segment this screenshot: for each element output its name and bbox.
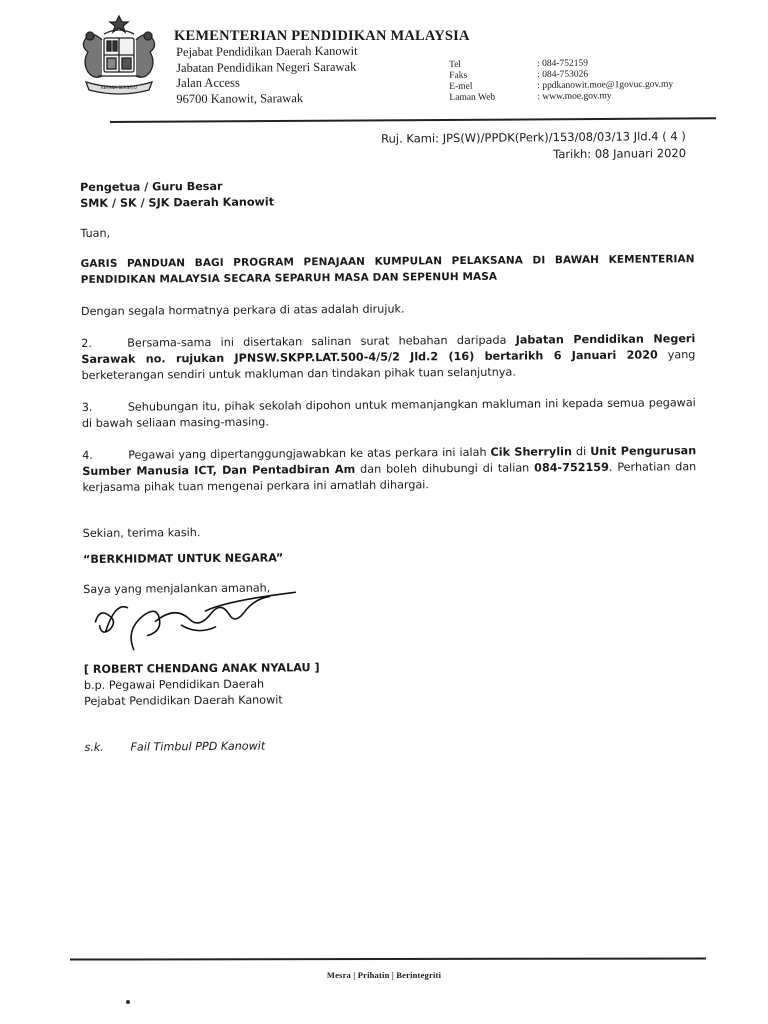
scan-speck — [126, 1000, 130, 1004]
phone-number: 084-752159 — [534, 460, 609, 475]
contact-block — [449, 58, 673, 104]
intro-paragraph: Dengan segala hormatnya perkara di atas adalah dirujuk. — [80, 302, 405, 318]
contact-value: : www.moe.gov.my — [537, 91, 612, 103]
recipient-school: SMK / SK / SJK Daerah Kanowit — [80, 195, 275, 210]
reference-block — [381, 128, 686, 165]
contact-label: E-mel — [449, 81, 473, 92]
signatory-position: b.p. Pegawai Pendidikan Daerah — [83, 677, 265, 692]
copy-to-value: Fail Timbul PPD Kanowit — [130, 739, 266, 754]
paragraph-text: di — [571, 445, 591, 459]
unit-name: Unit Pengurusan Sumber Manusia ICT, Dan Pentadbiran Am — [82, 444, 697, 478]
contact-label: Tel — [449, 59, 462, 70]
salutation: Tuan, — [80, 226, 111, 240]
paragraph-number: 2. — [81, 336, 93, 350]
paragraph-text: Sehubungan itu, pihak sekolah dipohon untuk memanjangkan makluman ini kepada semua pegawai di bawah seliaan masing-masing. — [81, 396, 696, 430]
ministry-title: KEMENTERIAN PENDIDIKAN MALAYSIA — [174, 28, 470, 44]
paragraph-text: Bersama-sama ini disertakan salinan surat hebahan daripada — [127, 333, 516, 350]
crest-motto: KERANA BERSATU — [101, 85, 137, 90]
paragraph-text: Pegawai yang dipertanggungjawabkan ke atas perkara ini ialah — [128, 445, 491, 462]
officer-name: Cik Sherrylin — [490, 445, 572, 459]
subject-heading: GARIS PANDUAN BAGI PROGRAM PENAJAAN KUMPULAN PELAKSANA DI BAWAH KEMENTERIAN PENDIDIKAN MALAYSIA SECARA SEPARUH MASA DAN SEPENUH MASA — [80, 253, 695, 286]
address-line: Pejabat Pendidikan Daerah Kanowit — [176, 43, 358, 59]
letter-date: Tarikh: 08 Januari 2020 — [553, 145, 687, 162]
contact-label: Faks — [449, 70, 468, 81]
contact-value: : 084-753026 — [537, 69, 589, 81]
closing-line: Sekian, terima kasih. — [82, 526, 201, 540]
contact-value: : ppdkanowit.moe@1govuc.gov.my — [537, 79, 674, 92]
copy-to-label: s.k. — [84, 740, 104, 754]
paragraph-2 — [81, 331, 695, 384]
letter-body — [80, 175, 699, 756]
paragraph-4 — [82, 443, 696, 496]
letterhead-divider — [110, 117, 716, 123]
paragraph-number: 3. — [81, 400, 93, 414]
address-line: 96700 Kanowit, Sarawak — [176, 90, 304, 106]
paragraph-bold-text: Jabatan Pendidikan Negeri Sarawak no. rujukan JPNSW.SKPP.LAT.500-4/5/2 Jld.2 (16) bertarikh 6 Januari 2020 — [81, 332, 696, 366]
office-address — [176, 44, 358, 107]
paragraph-number: 4. — [82, 448, 93, 462]
paragraph-text: dan boleh dihubungi di talian — [355, 461, 535, 476]
reference-number: Ruj. Kami: JPS(W)/PPDK(Perk)/153/08/03/13 Jld.4 ( 4 ) — [381, 128, 687, 146]
footer-values: Mesra | Prihatin | Berintegriti — [326, 970, 442, 980]
footer-divider — [70, 957, 706, 960]
amanah-line: Saya yang menjalankan amanah, — [83, 581, 271, 596]
recipient-title: Pengetua / Guru Besar — [80, 179, 223, 194]
address-line: Jabatan Pendidikan Negeri Sarawak — [176, 59, 357, 75]
motto: “BERKHIDMAT UNTUK NEGARA” — [82, 551, 284, 566]
signatory-name: [ ROBERT CHENDANG ANAK NYALAU ] — [83, 661, 320, 676]
paragraph-text: yang berketerangan sendiri untuk makluman dan tindakan pihak tuan selanjutnya. — [81, 348, 696, 382]
handwritten-signature — [85, 590, 306, 662]
contact-row-web — [449, 91, 673, 104]
coat-of-arms-logo — [74, 12, 164, 108]
contact-value: : 084-752159 — [536, 58, 589, 70]
paragraph-text: . Perhatian dan kerjasama pihak tuan mengenai perkara ini amatlah dihargai. — [82, 460, 697, 494]
address-line: Jalan Access — [176, 75, 240, 90]
signatory-office: Pejabat Pendidikan Daerah Kanowit — [84, 693, 283, 708]
paragraph-3 — [82, 395, 696, 432]
copy-to — [84, 735, 698, 756]
contact-label: Laman Web — [449, 92, 496, 103]
signature-area — [83, 593, 697, 662]
